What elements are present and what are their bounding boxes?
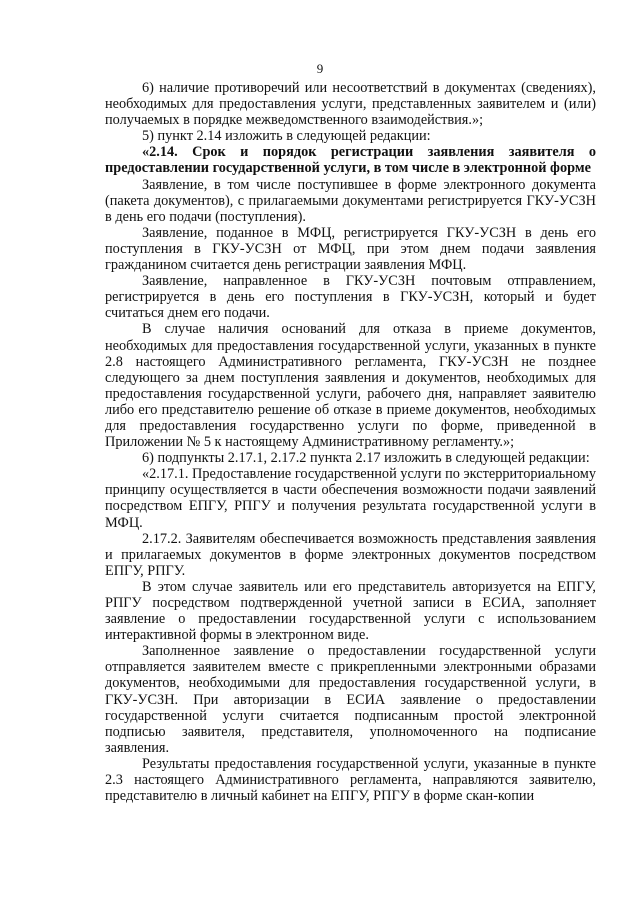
paragraph: Заполненное заявление о предоставлении государственной услуги отправляется заявителем вместе с прикрепленными электронными образами документов, необходимыми для предоставления государственной услуги, в ГКУ-УСЗН. При авторизации в ЕСИА заявление о предоставлении государственной услуги считается подписанным простой электронной подписью заявителя, представителя, уполномоченного на подписание заявления. — [105, 643, 596, 756]
paragraph: В случае наличия оснований для отказа в приеме документов, необходимых для предоставления государственной услуги, указанных в пункте 2.8 настоящего Административного регламента, ГКУ-УСЗН не позднее следующего за днем поступления заявления и документов, необходимых для предоставления государственной услуги, рабочего дня, направляет заявителю либо его представителю решение об отказе в приеме документов, необходимых для предоставления государственно услуги по форме, приведенной в Приложении № 5 к настоящему Административному регламенту.»; — [105, 321, 596, 451]
paragraph: Заявление, поданное в МФЦ, регистрируется ГКУ-УСЗН в день его поступления в ГКУ-УСЗН от МФЦ, при этом днем подачи заявления гражданином считается день регистрации заявления МФЦ. — [105, 224, 596, 274]
paragraph: 6) наличие противоречий или несоответствий в документах (сведениях), необходимых для предоставления услуги, представленных заявителем и (или) получаемых в порядке межведомственного взаимодействия.»; — [105, 80, 596, 129]
document-body — [105, 80, 596, 804]
paragraph: 2.17.2. Заявителям обеспечивается возможность представления заявления и прилагаемых документов в форме электронных документов посредством ЕПГУ, РПГУ. — [105, 530, 596, 579]
paragraph: В этом случае заявитель или его представитель авторизуется на ЕПГУ, РПГУ посредством подтвержденной учетной записи в ЕСИА, заполняет заявление о предоставлении государственной услуги с использованием интерактивной формы в электронном виде. — [105, 578, 596, 644]
page-number: 9 — [316, 61, 324, 76]
paragraph: Результаты предоставления государственной услуги, указанные в пункте 2.3 настоящего Административного регламента, направляются заявителю, представителю в личный кабинет на ЕПГУ, РПГУ в форме скан-копии — [105, 755, 596, 805]
paragraph: 5) пункт 2.14 изложить в следующей редакции: — [142, 128, 431, 145]
paragraph: «2.17.1. Предоставление государственной услуги по экстерриториальному принципу осуществляется в части обеспечения возможности подачи заявлений посредством ЕПГУ, РПГУ и получения результата государственной услуги в МФЦ. — [105, 466, 597, 531]
paragraph: 6) подпункты 2.17.1, 2.17.2 пункта 2.17 изложить в следующей редакции: — [142, 450, 590, 467]
paragraph: Заявление, направленное в ГКУ-УСЗН почтовым отправлением, регистрируется в день его поступления в ГКУ-УСЗН, который и будет считаться днем его подачи. — [105, 273, 596, 322]
paragraph: «2.14. Срок и порядок регистрации заявления заявителя о предоставлении государственной услуги, в том числе в электронной форме — [105, 144, 596, 177]
paragraph: Заявление, в том числе поступившее в форме электронного документа (пакета документов), с прилагаемыми документами регистрируется ГКУ-УСЗН в день его подачи (поступления). — [105, 176, 596, 225]
